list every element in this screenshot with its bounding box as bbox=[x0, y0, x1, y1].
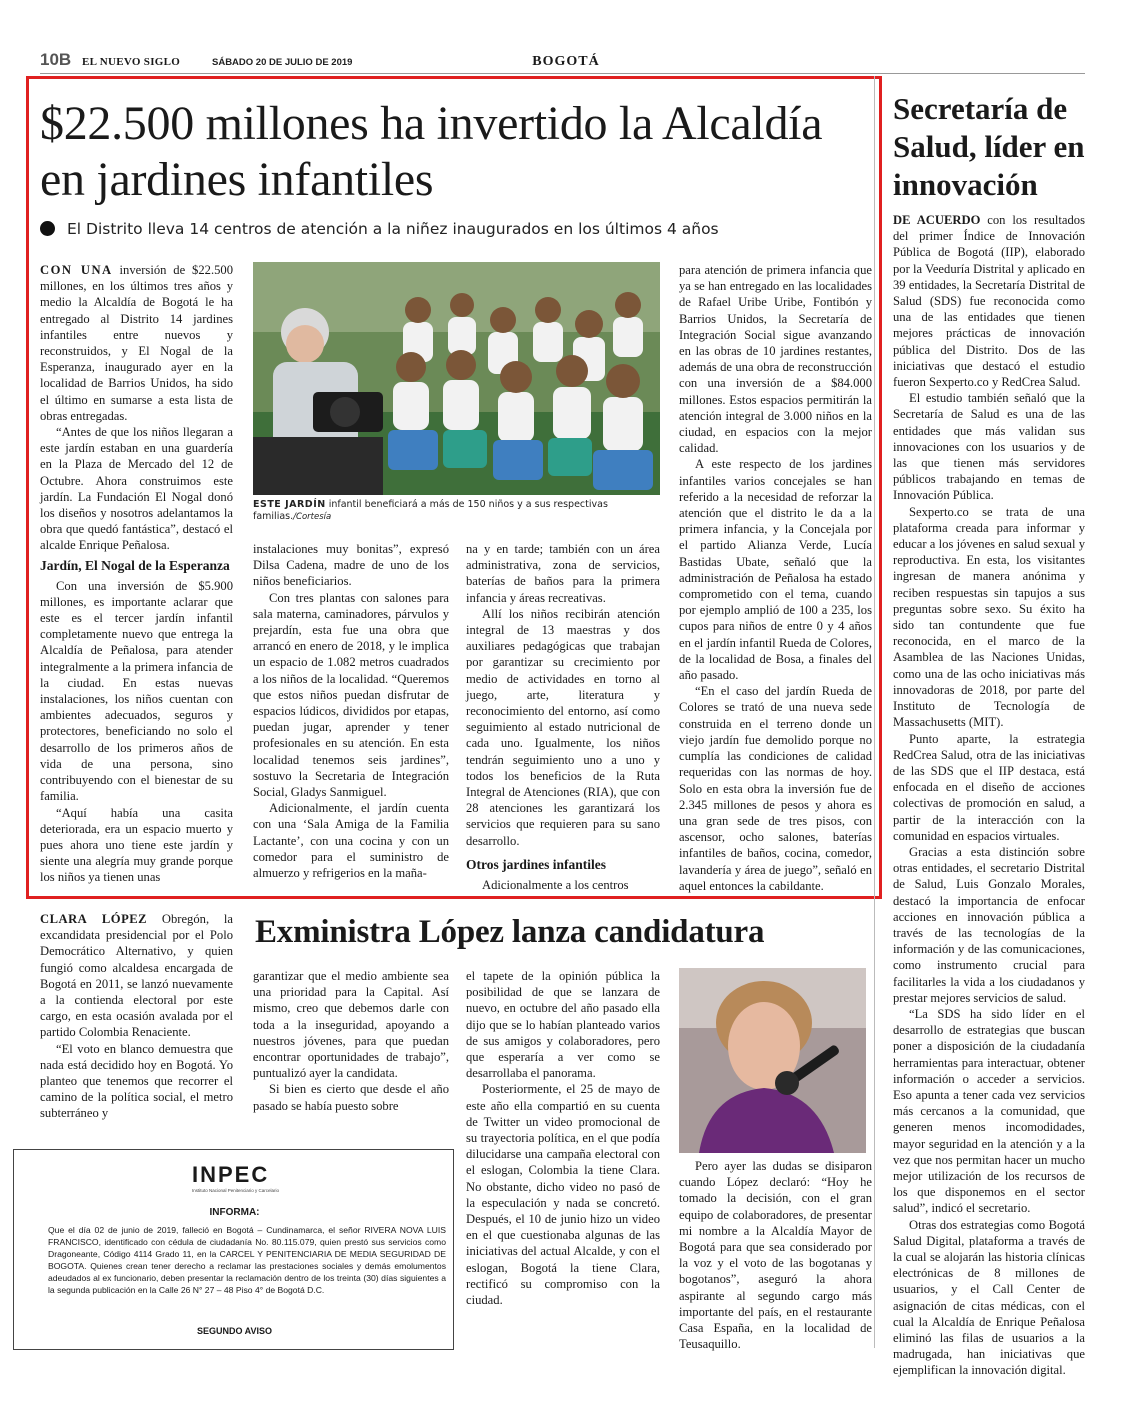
notice-footer: SEGUNDO AVISO bbox=[196, 1326, 272, 1336]
paragraph: A este respecto de los jardines infantiles varios concejales se han referido a la necesidad de reforzar la atención que el distrito le da a la primera infancia, y la Concejala por el partido Alianza Verde, Lucía Bastidas Ubate, señaló que la administración de Peñalosa ha estado comprometido con el tema, cuando por ejemplo amplió de 100 a 235, los cupos para niños de entre 0 y 4 años en el jardín infantil Rueda de Colores, de la localidad de Bosa, a finales del año pasado. bbox=[679, 457, 872, 683]
photo-caption bbox=[253, 499, 658, 523]
main-column-1 bbox=[40, 262, 233, 886]
sidebar-headline: Secretaría de Salud, líder en innovación bbox=[893, 91, 1085, 202]
sidebar-divider bbox=[874, 76, 875, 1348]
paragraph: Allí los niños recibirán atención integral de 13 maestras y dos auxiliares pedagógicas que trabajan por garantizar su crecimiento por medio de actividades en torno al juego, arte, literatura y reconocimiento del entorno, así como seguimiento al estado nutricional de cada uno. Igualmente, los niños tendrán seguimiento uno a uno y todos los beneficios de la Ruta Integral de Atenciones (RIA), que con 28 atenciones les garantizará los servicios que requieren para su sano desarrollo. bbox=[466, 606, 660, 848]
inpec-notice bbox=[13, 1149, 454, 1350]
paragraph: garantizar que el medio ambiente sea una prioridad para la Capital. Así mismo, creo que debemos darle con toda a la inseguridad, apoyando a nuestros jóvenes, para que puedan encontrar oportunidades de trabajo”, puntualizó ayer la candidata. bbox=[253, 969, 449, 1081]
paragraph: Con una inversión de $5.900 millones, es importante aclarar que este es el tercer jardín infantil completamente nuevo que entrega la Alcaldía de Peñalosa, para atender integralmente a la primera infancia de la ciudad. En estas nuevas instalaciones, los niños cuentan con ambientes adecuados, seguros y protectores, beneficiando no solo el desarrollo de los primeros años de vida de una persona, sino contribuyendo con el bienestar de su familia. bbox=[40, 578, 233, 804]
paragraph: instalaciones muy bonitas”, expresó Dilsa Cadena, madre de uno de los niños beneficiarios. bbox=[253, 542, 449, 589]
paragraph: “Aquí había una casita deteriorada, era un espacio muerto y pues ahora uno tiene este jardín y siente una alegría muy grande porque los niños ya tienen unas bbox=[40, 805, 233, 885]
caption-bold: ESTE JARDÍN bbox=[253, 499, 326, 510]
page-number: 10B bbox=[40, 50, 72, 69]
paragraph: “Antes de que los niños llegaran a este jardín estaban en una guardería en la Plaza de Mercado del 12 de Octubre. Ahora construimos este jardín. La Fundación El Nogal donó los diseños y nosotros adelantamos la obra que quedó fantástica”, destacó el alcalde Enrique Peñalosa. bbox=[40, 425, 233, 553]
photo-credit: /Cortesía bbox=[293, 512, 332, 522]
inpec-logo-subtitle: Instituto Nacional Penitenciario y Carcelario bbox=[192, 1188, 280, 1193]
paragraph: na y en tarde; también con un área administrativa, zona de servicios, baterías de baños para la primera infancia y áreas recreativas. bbox=[466, 542, 660, 605]
main-subhead bbox=[40, 220, 860, 238]
section-name: BOGOTÁ bbox=[532, 54, 600, 69]
notice-title: INFORMA: bbox=[209, 1207, 260, 1218]
kindergarten-photo bbox=[253, 262, 660, 495]
main-column-4 bbox=[679, 262, 872, 894]
candidate-photo bbox=[679, 968, 866, 1153]
main-subhead-text: El Distrito lleva 14 centros de atención a la niñez inaugurados en los últimos 4 años bbox=[67, 220, 719, 238]
lower-column-4 bbox=[679, 1158, 872, 1352]
paragraph bbox=[40, 911, 233, 1041]
paragraph: “En el caso del jardín Rueda de Colores se trató de una nueva sede construida en el terreno donde un viejo jardín fue demolido porque no cumplía las condiciones de calidad requeridas con las normas de hoy. Solo en esta obra la inversión fue de 2.345 millones de pesos y ahora es una gran sede de tres pisos, con ascensor, ocho salones, baterías infantiles de baños, cocina, comedor, lavandería y área de juego”, señaló en aquel entonces la cabildante. bbox=[679, 684, 872, 893]
main-column-3 bbox=[466, 541, 660, 893]
paragraph: Adicionalmente a los centros bbox=[482, 877, 629, 892]
paragraph: Adicionalmente, el jardín cuenta con una ‘Sala Amiga de la Familia Lactante’, con una cocina y con un comedor para el suministro de almuerzo y refrigerios en la maña- bbox=[253, 801, 449, 881]
notice-body: Que el día 02 de junio de 2019, falleció en Bogotá – Cundinamarca, el señor RIVERA NOVA LUIS FRANCISCO, identificado con cédula de ciudadanía No. 80.115.079, quien prestó sus servicios como Dragoneante, Código 4114 Grado 11, en la CARCEL Y PENITENCIARIA DE MEDIA SEGURIDAD DE BOGOTA. Quienes crean tener derecho a reclamar las prestaciones sociales y demás emolumentos adeudados al ex funcionario, deben presentar la reclamación dentro de los treinta (30) días siguientes a la segunda publicación en la Calle 26 N° 27 – 48 Piso 4° de Bogotá D.C. bbox=[48, 1225, 446, 1296]
lower-headline: Exministra López lanza candidatura bbox=[255, 914, 765, 950]
paragraph: el tapete de la opinión pública la posibilidad de que se lanzara de nuevo, en octubre del año pasado ella dijo que se lo habían planteado varios de sus amigos y colaboradores, pero que esperaría a ver como se desarrollaba el panorama. bbox=[466, 969, 660, 1081]
masthead bbox=[40, 48, 1085, 74]
newspaper-name: EL NUEVO SIGLO bbox=[82, 56, 181, 68]
main-headline: $22.500 millones ha invertido la Alcaldía en jardines infantiles bbox=[40, 97, 823, 206]
paragraph: Gracias a esta distinción sobre otras entidades, el secretario Distrital de Salud, Luis Gonzalo Morales, destacó la importancia de enfocar acciones en innovación pública a través de las tecnologías de la información y de las comunicaciones, como instrumento crucial para facilitarles la vida a los ciudadanos y prestar mejores servicios de salud. bbox=[893, 844, 1085, 1005]
kicker: CLARA LÓPEZ bbox=[40, 912, 148, 926]
bullet-icon bbox=[40, 221, 55, 236]
kicker: DE ACUERDO bbox=[893, 213, 981, 227]
issue-date: SÁBADO 20 DE JULIO DE 2019 bbox=[212, 57, 353, 68]
main-column-2 bbox=[253, 541, 449, 881]
lower-column-1 bbox=[40, 911, 233, 1122]
paragraph: Si bien es cierto que desde el año pasado se había puesto sobre bbox=[253, 1082, 449, 1113]
paragraph bbox=[40, 262, 233, 424]
paragraph: “El voto en blanco demuestra que nada está decidido hoy en Bogotá. Yo planteo que tenemos que recorrer el camino de la política social, el metro subterráneo y bbox=[40, 1041, 233, 1121]
paragraph: Posteriormente, el 25 de mayo de este año ella compartió en su cuenta de Twitter un video promocional de su trayectoria política, en el que podía dilucidarse una campaña electoral con el eslogan, Colombia la tiene Clara. No obstante, dicho video no pasó de la especulación y nada se concretó. Después, el 10 de junio hizo un video en el que cuestionaba algunas de las iniciativas del actual Alcalde, y con el eslogan, Bogotá la tiene Clara, rectificó su compromiso con la ciudad. bbox=[466, 1082, 660, 1308]
paragraph: “La SDS ha sido líder en el desarrollo de estrategias que buscan poner a disposición de la ciudadanía herramientas para interactuar, obtener información o acceder a servicios. Eso apunta a tener cada vez servicios más cercanos a la comunidad, que generen menos incomodidades, mayor seguridad en la atención y a la vez que nos permitan hacer un mucho mejor utilización de los recursos de los que disponemos en el sector salud”, indicó el secretario. bbox=[893, 1006, 1085, 1216]
paragraph-text: con los resultados del primer Índice de Innovación Pública de Bogotá (IIP), elaborado por la Veeduría Distrital y aplicado en 39 entidades, la Secretaría Distrital de Salud (SDS) fue reconocida como una de las entidades que tienen mejores prácticas de innovación pública del Distrito. Dos de las iniciativas que destacó el estudio fueron Sexperto.co y RedCrea Salud. bbox=[893, 213, 1086, 390]
candidate-illustration bbox=[679, 968, 866, 1153]
paragraph: El estudio también señaló que la Secretaría de Salud es una de las entidades que más validan sus innovaciones con los usuarios y de las que tienen más servidores públicos trabajando en temas de Innovación Pública. bbox=[893, 391, 1085, 503]
section-subtitle: Jardín, El Nogal de la Esperanza bbox=[40, 557, 230, 573]
lower-column-3 bbox=[466, 968, 660, 1308]
kicker: CON UNA bbox=[40, 263, 113, 277]
caption-text: infantil beneficiará a más de 150 niños y a sus respectivas familias. bbox=[253, 499, 608, 522]
inpec-logo: INPEC bbox=[192, 1162, 270, 1187]
paragraph: Otras dos estrategias como Bogotá Salud Digital, plataforma a través de la cual se alojarán las historia clínicas electrónicas de 8 millones de usuarios, y el Call Center de asignación de citas médicas, con el cual la Alcaldía de Enrique Peñalosa eliminó las filas de usuarios a la madrugada, han iniciativas que ejemplifican la innovación digital. bbox=[893, 1217, 1085, 1378]
paragraph: Con tres plantas con salones para sala materna, caminadores, párvulos y prejardín, esta fue una obra que arrancó en enero de 2018, y le implica un espacio de 1.082 metros cuadrados a los niños de la localidad. “Queremos que estos niños puedan disfrutar de espacios lúdicos, divididos por etapas, puedan jugar, aprender y tener profesionales en su atención. En esta localidad tenemos seis jardines”, sostuvo la Secretaria de Integración Social, Gladys Sanmiguel. bbox=[253, 590, 449, 800]
paragraph: Sexperto.co se trata de una plataforma creada para informar y educar a los jóvenes en salud sexual y reproductiva. En esta, los visitantes ingresan de manera anónima y reciben respuestas sin tapujos a sus preguntas sobre sexo. Su éxito ha sido tan contundente que fue reconocida, en el marco de la Asamblea de las Naciones Unidas, como una de las ocho iniciativas más innovadoras de 2018, por parte del Instituto de Tecnología de Massachusetts (MIT). bbox=[893, 504, 1085, 730]
paragraph: para atención de primera infancia que ya se han entregado en las localidades de Rafael Uribe Uribe, Fontibón y Barrios Unidos, la Secretaría de Integración Social sigue avanzando en las obras de 10 jardines restantes, además de una obra de reconstrucción con una inversión de a $84.000 millones. Estos espacios permitirán la atención integral de 3.000 niños en la ciudad, en espacios con la mejor calidad. bbox=[679, 263, 872, 456]
paragraph-text: Obregón, la excandidata presidencial por el Polo Democrático Alternativo, y quien fungió como alcaldesa encargada de Bogotá en 2011, se lanzó nuevamente a la contienda electoral por este cargo, en esta ocasión avalada por el partido Colombia Renaciente. bbox=[40, 912, 233, 1040]
sidebar-column bbox=[893, 212, 1085, 1379]
paragraph-text: inversión de $22.500 millones, en los últimos tres años y medio la Alcaldía de Bogotá le ha entregado al Distrito 14 jardines infantiles entre nuevos y reconstruidos, y El Nogal de la Esperanza, inaugurado ayer en la localidad de Barrios Unidos, ha sido el último en sumarse a esta lista de obras entregadas. bbox=[40, 263, 233, 423]
paragraph bbox=[893, 212, 1085, 390]
photo-illustration bbox=[253, 262, 660, 495]
paragraph: Pero ayer las dudas se disiparon cuando López declaró: “Hoy he tomado la decisión, con el gran equipo de colaboradores, de presentar mi nombre a la Alcaldía Mayor de Bogotá para que sea considerado por la voz y el voto de las bogotanas y bogotanos”, aseguró la ahora aspirante al segundo cargo más importante del país, en el restaurante Casa España, en la localidad de Teusaquillo. bbox=[679, 1159, 872, 1352]
paragraph: Punto aparte, la estrategia RedCrea Salud, otra de las iniciativas de las SDS que el IIP destaca, está enfocada en el diseño de acciones colectivas de promoción en salud, a partir de la interacción con la comunidad en espacios virtuales. bbox=[893, 731, 1085, 843]
section-subtitle: Otros jardines infantiles bbox=[466, 856, 607, 872]
lower-column-2 bbox=[253, 968, 449, 1114]
